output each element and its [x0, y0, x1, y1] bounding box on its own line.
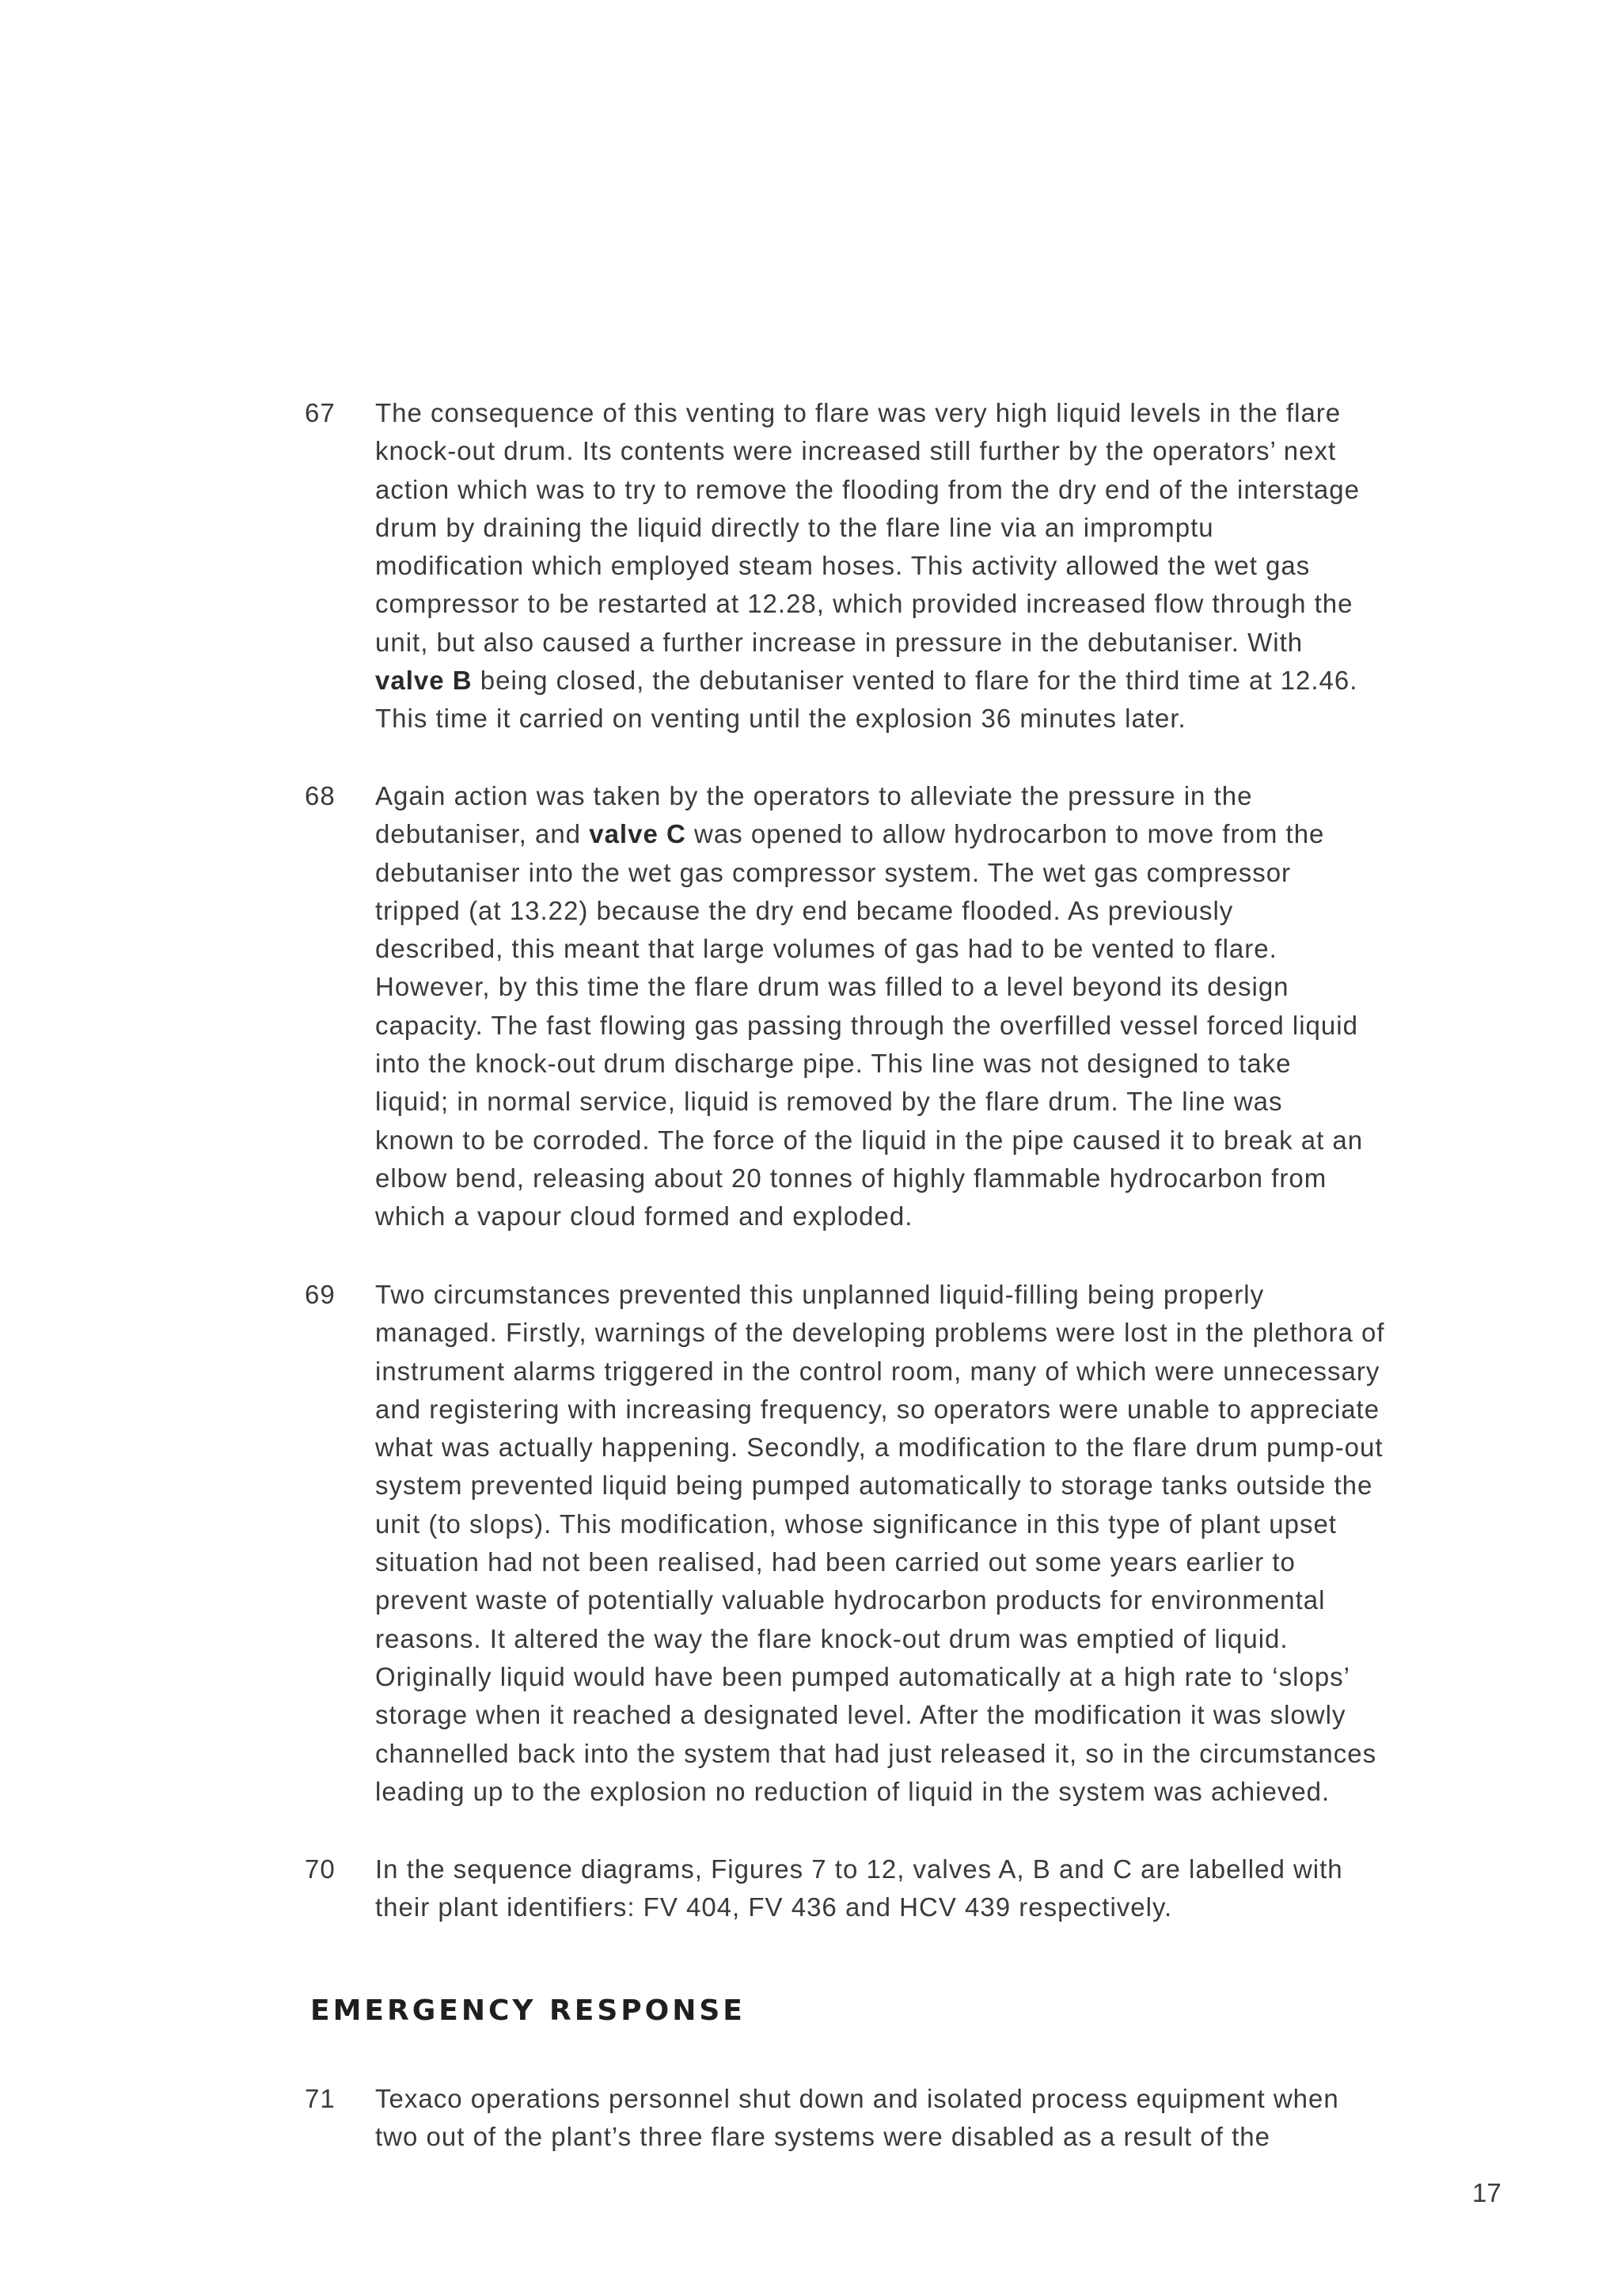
- paragraph-67: [307, 394, 1494, 738]
- paragraph-71: [307, 2080, 1494, 2157]
- paragraph-number: 71: [305, 2084, 336, 2113]
- line-with-bold: valve B being closed, the debutaniser vented to flare for the third time at 12.46.: [375, 666, 1358, 696]
- paragraph-number: 69: [305, 1280, 336, 1309]
- paragraph-number: 68: [305, 781, 336, 810]
- paragraph-body: Two circumstances prevented this unplanned liquid-filling being properly managed. Firstly, warnings of the developing problems were lost in the plethora of instrument alarms triggered in the control room, many of which were unnecessary and registering with increasing frequency, so operators were unable to appreciate what was actually happening. Secondly, a modification to the flare drum pump-out system prevented liquid being pumped automatically to storage tanks outside the unit (to slops). This modification, whose significance in this type of plant upset situation had not been realised, had been carried out some years earlier to prevent waste of potentially valuable hydrocarbon products for environmental reasons. It altered the way the flare knock-out drum was emptied of liquid. Originally liquid would have been pumped automatically at a high rate to ‘slops’ storage when it reached a designated level. After the modification it was slowly channelled back into the system that had just released it, so in the circumstances leading up to the explosion no reduction of liquid in the system was achieved.: [375, 1280, 1385, 1806]
- paragraph-number: 67: [305, 398, 336, 427]
- page-number: 17: [1472, 2178, 1501, 2207]
- paragraph-body: Again action was taken by the operators to alleviate the pressure in the debutaniser, and valve C was opened to allow hydrocarbon to move from the debutaniser into the wet gas compressor system. The wet gas compressor tripped (at 13.22) because the dry end became flooded. As previously described, this meant that large volumes of gas had to be vented to flare. However, by this time the flare drum was filled to a level beyond its design capacity. The fast flowing gas passing through the overfilled vessel forced liquid into the knock-out drum discharge pipe. This line was not designed to take liquid; in normal service, liquid is removed by the flare drum. The line was known to be corroded. The force of the liquid in the pipe caused it to break at an elbow bend, releasing about 20 tonnes of highly flammable hydrocarbon from which a vapour cloud formed and exploded.: [375, 777, 1494, 1236]
- paragraph-68: [307, 777, 1494, 1236]
- section-heading: EMERGENCY RESPONSE: [310, 1994, 746, 2027]
- paragraph-body: Texaco operations personnel shut down and isolated process equipment when two out of the plant’s three flare systems were disabled as a result of the: [375, 2084, 1339, 2152]
- paragraph-body: In the sequence diagrams, Figures 7 to 12, valves A, B and C are labelled with their plant identifiers: FV 404, FV 436 and HCV 439 respectively.: [375, 1854, 1343, 1922]
- bold-term: valve C: [589, 819, 686, 849]
- bold-term: valve B: [375, 666, 473, 696]
- paragraph-69: [307, 1276, 1494, 1811]
- paragraph-body: The consequence of this venting to flare was very high liquid levels in the flare knock-out drum. Its contents were increased still further by the operators’ next action which was to try to remove the flooding from the dry end of the interstage drum by draining the liquid directly to the flare line via an impromptu modification which employed steam hoses. This activity allowed the wet gas compressor to be restarted at 12.28, which provided increased flow through the unit, but also caused a further increase in pressure in the debutaniser. With valve B being closed, the debutaniser vented to flare for the third time at 12.46. This time it carried on venting until the explosion 36 minutes later.: [375, 394, 1494, 738]
- line-with-bold: debutaniser, and valve C was opened to allow hydrocarbon to move from the: [375, 819, 1325, 849]
- paragraph-70: [307, 1850, 1494, 1927]
- paragraph-number: 70: [305, 1854, 336, 1884]
